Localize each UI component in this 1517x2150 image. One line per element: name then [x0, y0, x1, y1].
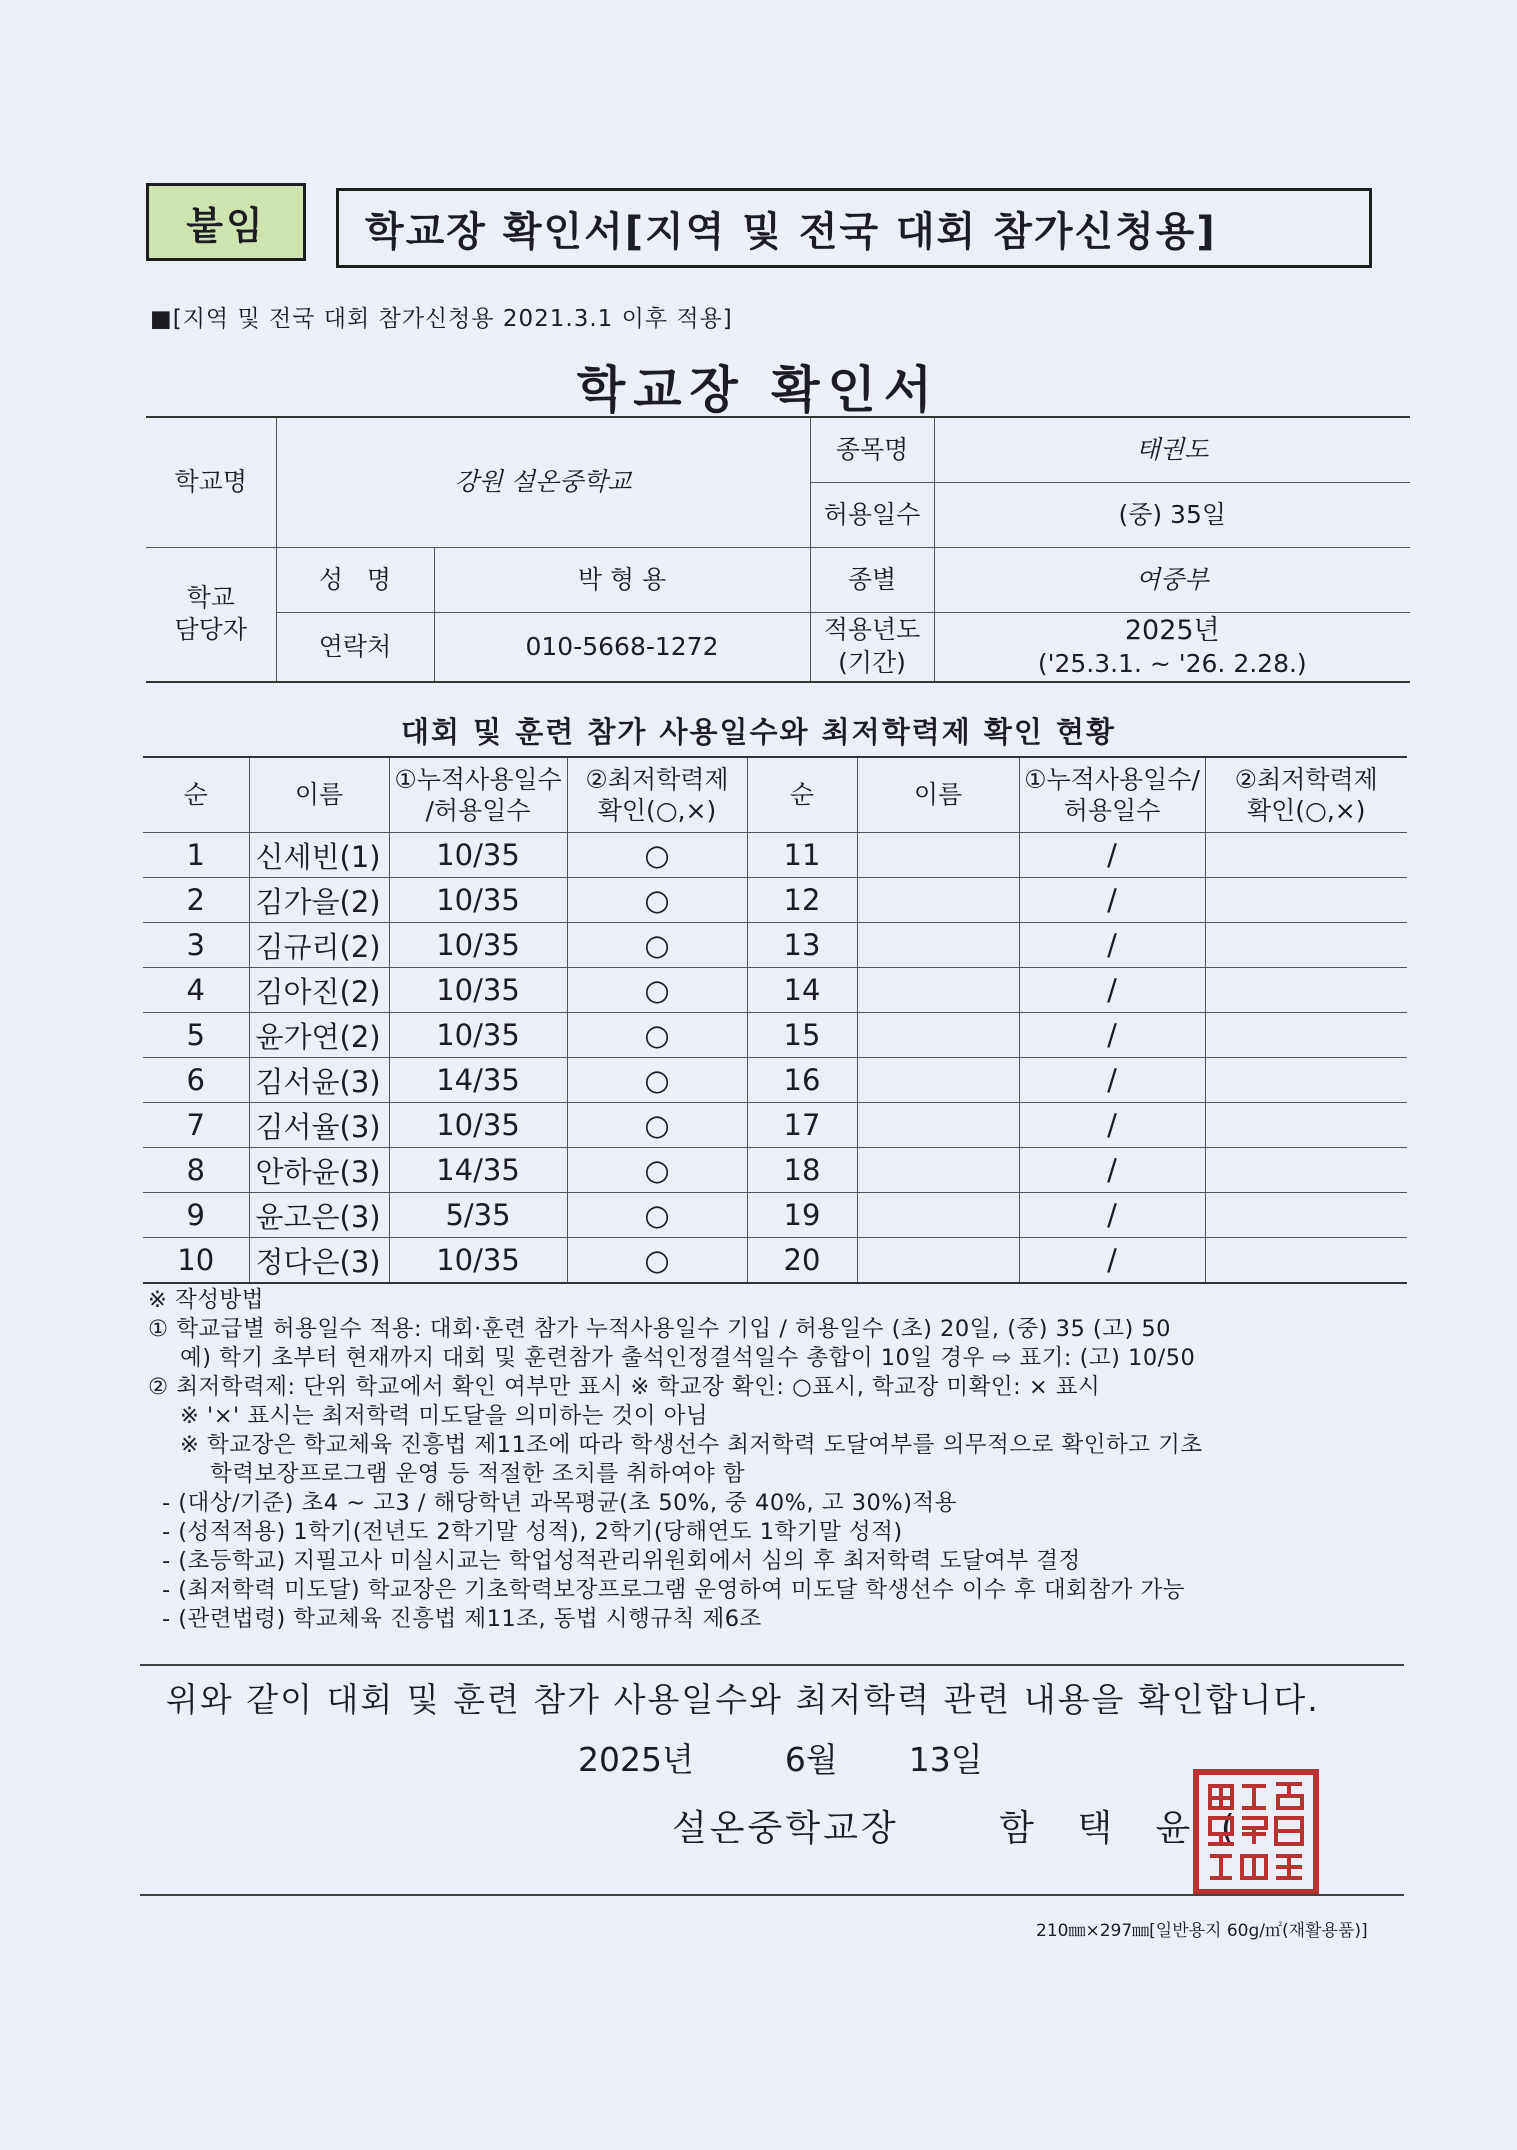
- usage-table: [143, 756, 1407, 1284]
- usage-days: 10/35: [389, 923, 567, 968]
- year-value: 2025년: [1124, 615, 1220, 646]
- min-academic-check: ○: [567, 1238, 747, 1284]
- table-row: [143, 1238, 1407, 1284]
- athlete-name: 신세빈(1): [249, 833, 389, 878]
- row-number: 6: [143, 1058, 249, 1103]
- usage-days: /: [1019, 923, 1205, 968]
- division-label: 종별: [810, 548, 934, 613]
- usage-table-body: [143, 833, 1407, 1284]
- min-academic-check: ○: [567, 1058, 747, 1103]
- row-number: 20: [747, 1238, 857, 1284]
- athlete-name: 윤고은(3): [249, 1193, 389, 1238]
- usage-days: 10/35: [389, 968, 567, 1013]
- note-detail-5: - (관련법령) 학교체육 진흥법 제11조, 동법 시행규칙 제6조: [162, 1606, 762, 1632]
- table-row: [143, 1013, 1407, 1058]
- school-name-value: 강원 설온중학교: [276, 417, 810, 548]
- confirmation-divider: [140, 1664, 1404, 1666]
- seal-glyphs: [1208, 1784, 1302, 1878]
- staff-label-line2: 담당자: [174, 615, 247, 645]
- min-academic-check: ○: [567, 1013, 747, 1058]
- athlete-name: [857, 1193, 1019, 1238]
- note-detail-3: - (초등학교) 지필고사 미실시교는 학업성적관리위원회에서 심의 후 최저학력 도달여부 결정: [162, 1548, 1081, 1574]
- staff-label-line1: 학교: [186, 582, 235, 612]
- col-days-line1: ①누적사용일수: [394, 764, 562, 794]
- event-label: 종목명: [810, 417, 934, 483]
- usage-days: /: [1019, 1013, 1205, 1058]
- min-academic-check: [1205, 1148, 1407, 1193]
- min-academic-check: [1205, 1058, 1407, 1103]
- note-detail-1: - (대상/기준) 초4 ~ 고3 / 해당학년 과목평균(초 50%, 중 40%, 고 30%)적용: [162, 1490, 957, 1516]
- athlete-name: [857, 923, 1019, 968]
- athlete-name: [857, 878, 1019, 923]
- col-min-line1: ②최저학력제: [585, 764, 729, 794]
- principal-title: 설온중학교장: [672, 1808, 899, 1849]
- signing-date: [578, 1734, 983, 1781]
- col-days-right: [1019, 757, 1205, 833]
- athlete-name: [857, 1238, 1019, 1284]
- table-row: [143, 1058, 1407, 1103]
- col-name-right: 이름: [857, 757, 1019, 833]
- athlete-name: 김아진(2): [249, 968, 389, 1013]
- col-days-right-line2: 허용일수: [1063, 796, 1161, 825]
- table-row: [143, 1148, 1407, 1193]
- row-number: 4: [143, 968, 249, 1013]
- usage-days: 10/35: [389, 1103, 567, 1148]
- min-academic-check: [1205, 923, 1407, 968]
- min-academic-check: ○: [567, 1193, 747, 1238]
- contact-label: 연락처: [276, 613, 434, 682]
- min-academic-check: [1205, 833, 1407, 878]
- allowed-days-value: (중) 35일: [934, 483, 1410, 548]
- usage-days: /: [1019, 833, 1205, 878]
- status-caption: 대회 및 훈련 참가 사용일수와 최저학력제 확인 현황: [401, 715, 1116, 749]
- min-academic-check: [1205, 1013, 1407, 1058]
- school-info-table: [146, 416, 1410, 683]
- applicability-note: ■[지역 및 전국 대회 참가신청용 2021.3.1 이후 적용]: [150, 306, 733, 332]
- writing-method-notes: [148, 1286, 1438, 1634]
- athlete-name: 김규리(2): [249, 923, 389, 968]
- row-number: 16: [747, 1058, 857, 1103]
- min-academic-check: ○: [567, 968, 747, 1013]
- staff-name-value: 박 형 용: [434, 548, 810, 613]
- col-days: [389, 757, 567, 833]
- col-min-right-line2: 확인(○,×): [1246, 796, 1366, 825]
- note-detail-4: - (최저학력 미도달) 학교장은 기초학력보장프로그램 운영하여 미도달 학생선수 이수 후 대회참가 가능: [162, 1577, 1185, 1603]
- usage-days: /: [1019, 1103, 1205, 1148]
- col-no: 순: [143, 757, 249, 833]
- signature-mark: (: [1220, 1808, 1238, 1849]
- row-number: 2: [143, 878, 249, 923]
- row-number: 10: [143, 1238, 249, 1284]
- date-day: 13일: [908, 1740, 983, 1779]
- row-number: 9: [143, 1193, 249, 1238]
- row-number: 15: [747, 1013, 857, 1058]
- table-row: [143, 968, 1407, 1013]
- contact-value: 010-5668-1272: [434, 613, 810, 682]
- usage-days: 10/35: [389, 878, 567, 923]
- min-academic-check: [1205, 1193, 1407, 1238]
- min-academic-check: ○: [567, 833, 747, 878]
- footer-divider: [140, 1894, 1404, 1896]
- usage-days: 10/35: [389, 1238, 567, 1284]
- usage-days: 5/35: [389, 1193, 567, 1238]
- usage-days: /: [1019, 968, 1205, 1013]
- row-number: 19: [747, 1193, 857, 1238]
- athlete-name: [857, 1013, 1019, 1058]
- usage-days: /: [1019, 1058, 1205, 1103]
- table-row: [143, 923, 1407, 968]
- usage-days: 14/35: [389, 1058, 567, 1103]
- division-value: 여중부: [934, 548, 1410, 613]
- event-value: 태권도: [934, 417, 1410, 483]
- allowed-days-label: 허용일수: [810, 483, 934, 548]
- athlete-name: 정다은(3): [249, 1238, 389, 1284]
- table-row: [143, 833, 1407, 878]
- row-number: 1: [143, 833, 249, 878]
- note-2c: ※ 학교장은 학교체육 진흥법 제11조에 따라 학생선수 최저학력 도달여부를 의무적으로 확인하고 기초: [180, 1432, 1203, 1458]
- athlete-name: [857, 833, 1019, 878]
- school-name-label: 학교명: [146, 417, 276, 548]
- year-label-line2: (기간): [838, 647, 906, 677]
- table-row: [143, 1193, 1407, 1238]
- usage-days: 14/35: [389, 1148, 567, 1193]
- period-value: ('25.3.1. ~ '26. 2.28.): [1037, 649, 1307, 679]
- row-number: 7: [143, 1103, 249, 1148]
- athlete-name: [857, 1058, 1019, 1103]
- document-title: 학교장 확인서: [576, 361, 941, 419]
- athlete-name: 윤가연(2): [249, 1013, 389, 1058]
- athlete-name: [857, 1103, 1019, 1148]
- col-min-right-line1: ②최저학력제: [1234, 764, 1378, 794]
- athlete-name: 김서윤(3): [249, 1058, 389, 1103]
- min-academic-check: ○: [567, 923, 747, 968]
- date-month: 6월: [784, 1740, 838, 1779]
- min-academic-check: ○: [567, 1103, 747, 1148]
- row-number: 14: [747, 968, 857, 1013]
- usage-days: /: [1019, 1238, 1205, 1284]
- col-min: [567, 757, 747, 833]
- principal-signature-line: [672, 1800, 1238, 1851]
- note-detail-2: - (성적적용) 1학기(전년도 2학기말 성적), 2학기(당해연도 1학기말 성적): [162, 1519, 903, 1545]
- athlete-name: 안하윤(3): [249, 1148, 389, 1193]
- official-seal-stamp: [1192, 1768, 1320, 1896]
- note-2a: ② 최저학력제: 단위 학교에서 확인 여부만 표시 ※ 학교장 확인: ○표시, 학교장 미확인: × 표시: [148, 1374, 1101, 1400]
- year-label-line1: 적용년도: [823, 615, 921, 645]
- col-no-right: 순: [747, 757, 857, 833]
- athlete-name: 김가을(2): [249, 878, 389, 923]
- col-name: 이름: [249, 757, 389, 833]
- table-row: [143, 878, 1407, 923]
- note-2d: 학력보장프로그램 운영 등 적절한 조치를 취하여야 함: [210, 1461, 746, 1487]
- athlete-name: [857, 1148, 1019, 1193]
- row-number: 18: [747, 1148, 857, 1193]
- staff-name-label: 성 명: [276, 548, 434, 613]
- min-academic-check: [1205, 1238, 1407, 1284]
- date-year: 2025년: [578, 1740, 694, 1779]
- confirmation-statement: 위와 같이 대회 및 훈련 참가 사용일수와 최저학력 관련 내용을 확인합니다.: [166, 1680, 1320, 1719]
- usage-days: /: [1019, 878, 1205, 923]
- min-academic-check: ○: [567, 1148, 747, 1193]
- table-row: [143, 1103, 1407, 1148]
- row-number: 13: [747, 923, 857, 968]
- principal-name: 함 택 윤: [999, 1808, 1207, 1849]
- row-number: 3: [143, 923, 249, 968]
- min-academic-check: [1205, 878, 1407, 923]
- header-title: 학교장 확인서[지역 및 전국 대회 참가신청용]: [336, 188, 1372, 268]
- usage-days: 10/35: [389, 1013, 567, 1058]
- col-min-line2: 확인(○,×): [597, 796, 717, 825]
- year-value-cell: [934, 613, 1410, 682]
- note-1a: ① 학교급별 허용일수 적용: 대회·훈련 참가 누적사용일수 기입 / 허용일수 (초) 20일, (중) 35 (고) 50: [148, 1316, 1171, 1342]
- usage-days: /: [1019, 1148, 1205, 1193]
- row-number: 12: [747, 878, 857, 923]
- note-2b: ※ '×' 표시는 최저학력 미도달을 의미하는 것이 아님: [180, 1403, 709, 1429]
- row-number: 17: [747, 1103, 857, 1148]
- paper-spec: 210㎜×297㎜[일반용지 60g/㎡(재활용품)]: [1036, 1921, 1368, 1941]
- usage-days: 10/35: [389, 833, 567, 878]
- row-number: 11: [747, 833, 857, 878]
- row-number: 8: [143, 1148, 249, 1193]
- col-days-line2: /허용일수: [425, 796, 531, 825]
- min-academic-check: [1205, 1103, 1407, 1148]
- notes-heading: ※ 작성방법: [148, 1287, 264, 1313]
- min-academic-check: ○: [567, 878, 747, 923]
- row-number: 5: [143, 1013, 249, 1058]
- min-academic-check: [1205, 968, 1407, 1013]
- note-1b: 예) 학기 초부터 현재까지 대회 및 훈련참가 출석인정결석일수 총합이 10일 경우 ⇨ 표기: (고) 10/50: [180, 1345, 1196, 1371]
- athlete-name: 김서율(3): [249, 1103, 389, 1148]
- usage-days: /: [1019, 1193, 1205, 1238]
- staff-label: [146, 548, 276, 682]
- attachment-tag: 붙임: [146, 183, 306, 261]
- year-label: [810, 613, 934, 682]
- col-min-right: [1205, 757, 1407, 833]
- col-days-right-line1: ①누적사용일수/: [1024, 764, 1200, 794]
- athlete-name: [857, 968, 1019, 1013]
